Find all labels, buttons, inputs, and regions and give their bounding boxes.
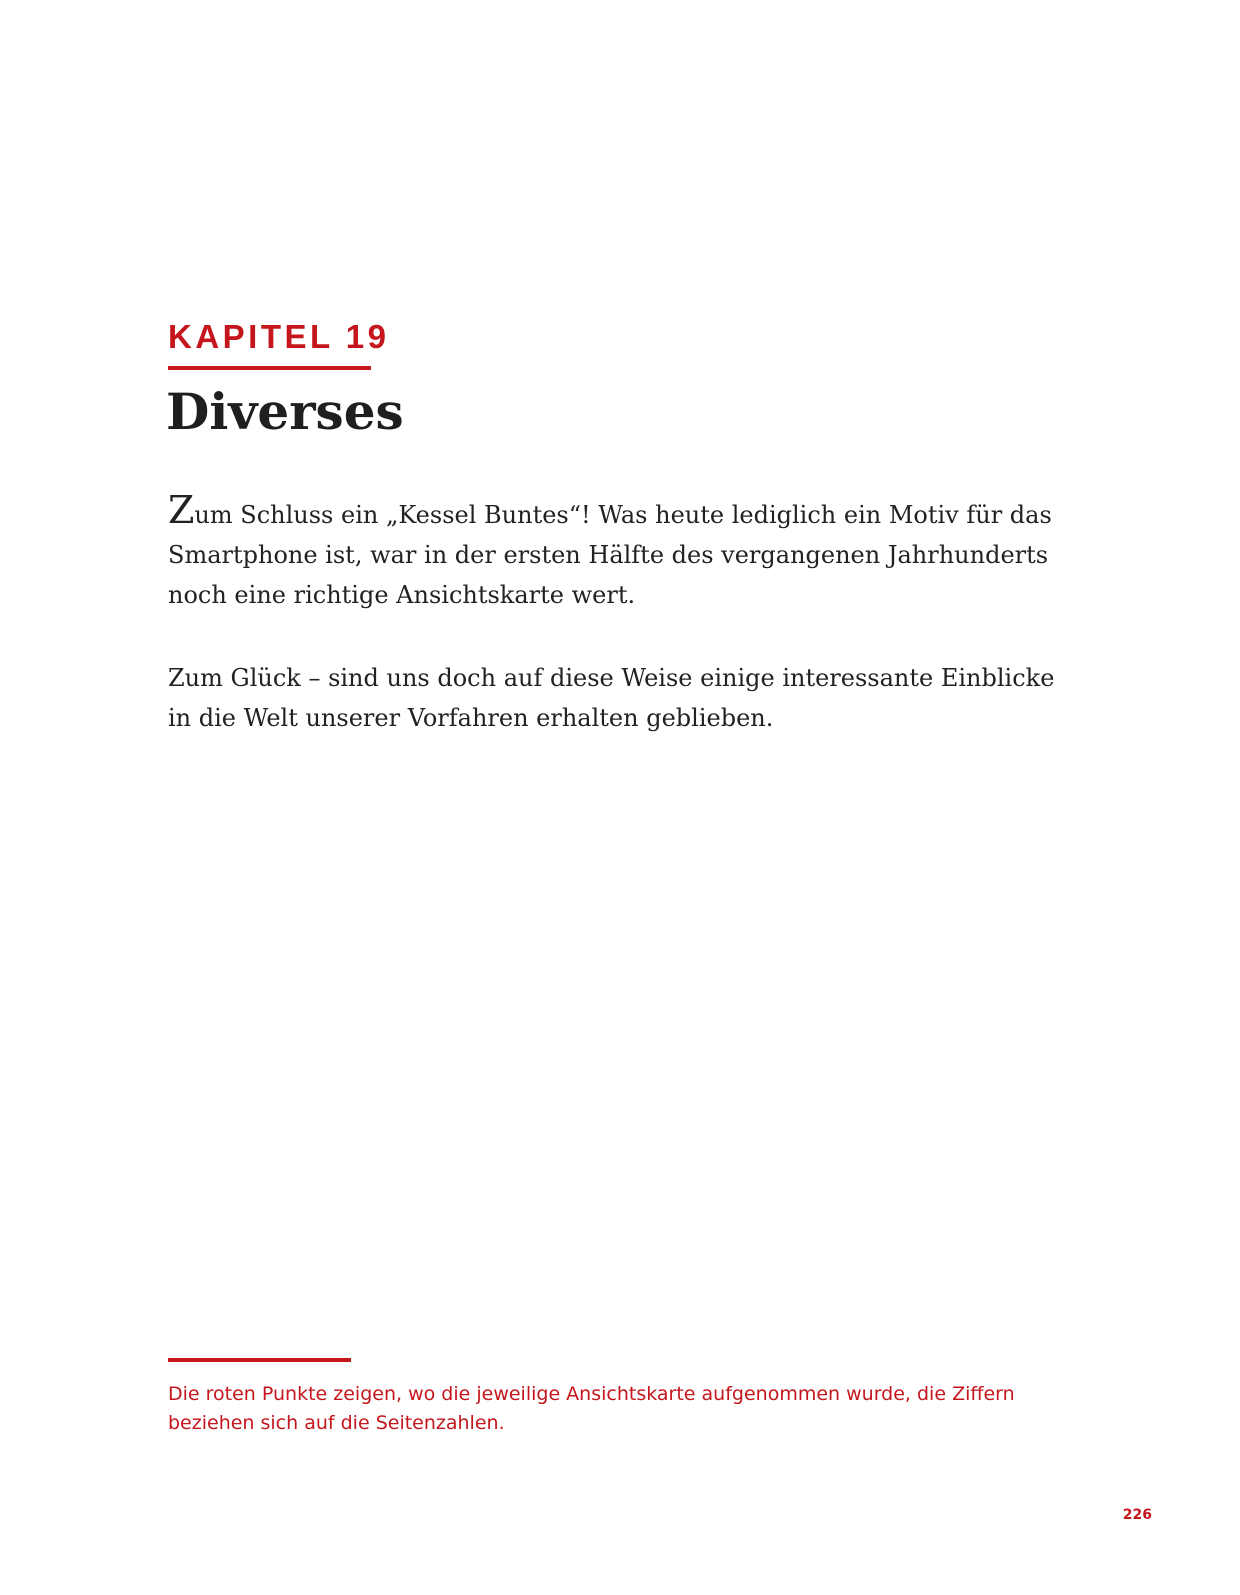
intro-paragraph [168, 490, 1078, 615]
intro-paragraph-text: um Schluss ein „Kessel Buntes“! Was heute lediglich ein Motiv für das Smartphone ist, war in der ersten Hälfte des vergangenen Jahrhunderts noch eine richtige Ansichtskarte wert. [168, 501, 1052, 609]
page-number: 226 [1122, 1507, 1152, 1523]
drop-initial: Z [168, 488, 195, 532]
chapter-underline [168, 366, 371, 370]
chapter-title: Diverses [166, 382, 404, 441]
second-paragraph: Zum Glück – sind uns doch auf diese Weise einige interessante Einblicke in die Welt unserer Vorfahren erhalten geblieben. [168, 664, 1055, 732]
footnote-divider [168, 1358, 351, 1362]
footnote: Die roten Punkte zeigen, wo die jeweilige Ansichtskarte aufgenommen wurde, die Ziffern beziehen sich auf die Seitenzahlen. [168, 1383, 1015, 1434]
chapter-label: KAPITEL 19 [168, 318, 390, 355]
